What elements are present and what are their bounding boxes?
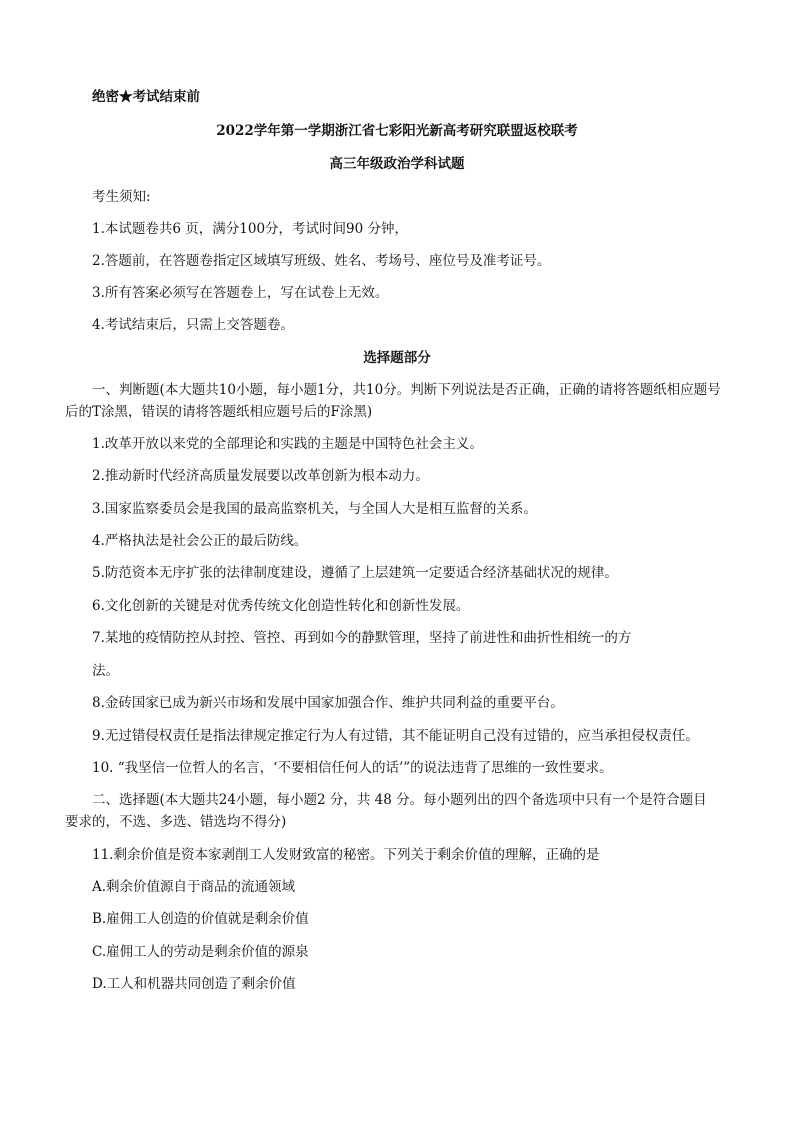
question-11-option-b: B.雇佣工人创造的价值就是剩余价值	[92, 911, 309, 927]
question-3: 3.国家监察委员会是我国的最高监察机关，与全国人大是相互监督的关系。	[92, 501, 537, 517]
question-7: 7.某地的疫情防控从封控、管控、再到如今的静默管理，坚持了前进性和曲折性相统一的方	[92, 630, 632, 646]
notice-item: 1.本试题卷共6 页，满分100分，考试时间90 分钟，	[92, 221, 408, 237]
exam-subtitle: 高三年级政治学科试题	[329, 156, 465, 172]
question-1: 1.改革开放以来党的全部理论和实践的主题是中国特色社会主义。	[92, 436, 483, 452]
notice-item: 3.所有答案必须写在答题卷上，写在试卷上无效。	[92, 285, 389, 301]
notice-item: 2.答题前，在答题卷指定区域填写班级、姓名、考场号、座位号及准考证号。	[92, 253, 551, 269]
question-11-option-a: A.剩余价值源自于商品的流通领域	[92, 879, 296, 895]
question-4: 4.严格执法是社会公正的最后防线。	[92, 533, 308, 549]
question-10: 10. “我坚信一位哲人的名言，‘不要相信任何人的话’”的说法违背了思维的一致性要求。	[92, 760, 613, 776]
question-11-option-c: C.雇佣工人的劳动是剩余价值的源泉	[92, 944, 309, 960]
question-11-option-d: D.工人和机器共同创造了剩余价值	[92, 976, 296, 992]
part2-instructions: 二、选择题(本大题共24小题，每小题2 分，共 48 分。每小题列出的四个备选项中只有一个是符合题目	[92, 792, 707, 808]
notice-item: 4.考试结束后，只需上交答题卷。	[92, 317, 294, 333]
confidential-label: 绝密★考试结束前	[92, 89, 200, 105]
part1-instructions-cont: 后的T涂黑，错误的请将答题纸相应题号后的F涂黑)	[65, 404, 373, 420]
question-8: 8.金砖国家已成为新兴市场和发展中国家加强合作、维护共同利益的重要平台。	[92, 695, 564, 711]
question-6: 6.文化创新的关键是对优秀传统文化创造性转化和创新性发展。	[92, 598, 470, 614]
question-11-stem: 11.剩余价值是资本家剥削工人发财致富的秘密。下列关于剩余价值的理解，正确的是	[92, 847, 600, 863]
question-9: 9.无过错侵权责任是指法律规定推定行为人有过错，其不能证明自己没有过错的，应当承担侵权责任。	[92, 728, 699, 744]
section-title: 选择题部分	[363, 350, 431, 366]
question-2: 2.推动新时代经济高质量发展要以改革创新为根本动力。	[92, 468, 429, 484]
part1-instructions: 一、判断题(本大题共10小题，每小题1分，共10分。判断下列说法是否正确，正确的请将答题纸相应题号	[92, 382, 721, 398]
question-5: 5.防范资本无序扩张的法律制度建设，遵循了上层建筑一定要适合经济基础状况的规律。	[92, 565, 618, 581]
exam-title: 2022学年第一学期浙江省七彩阳光新高考研究联盟返校联考	[216, 123, 578, 139]
part2-instructions-cont: 要求的，不选、多选、错选均不得分)	[65, 814, 287, 830]
question-7-cont: 法。	[92, 663, 119, 679]
notice-heading: 考生须知:	[92, 189, 151, 205]
